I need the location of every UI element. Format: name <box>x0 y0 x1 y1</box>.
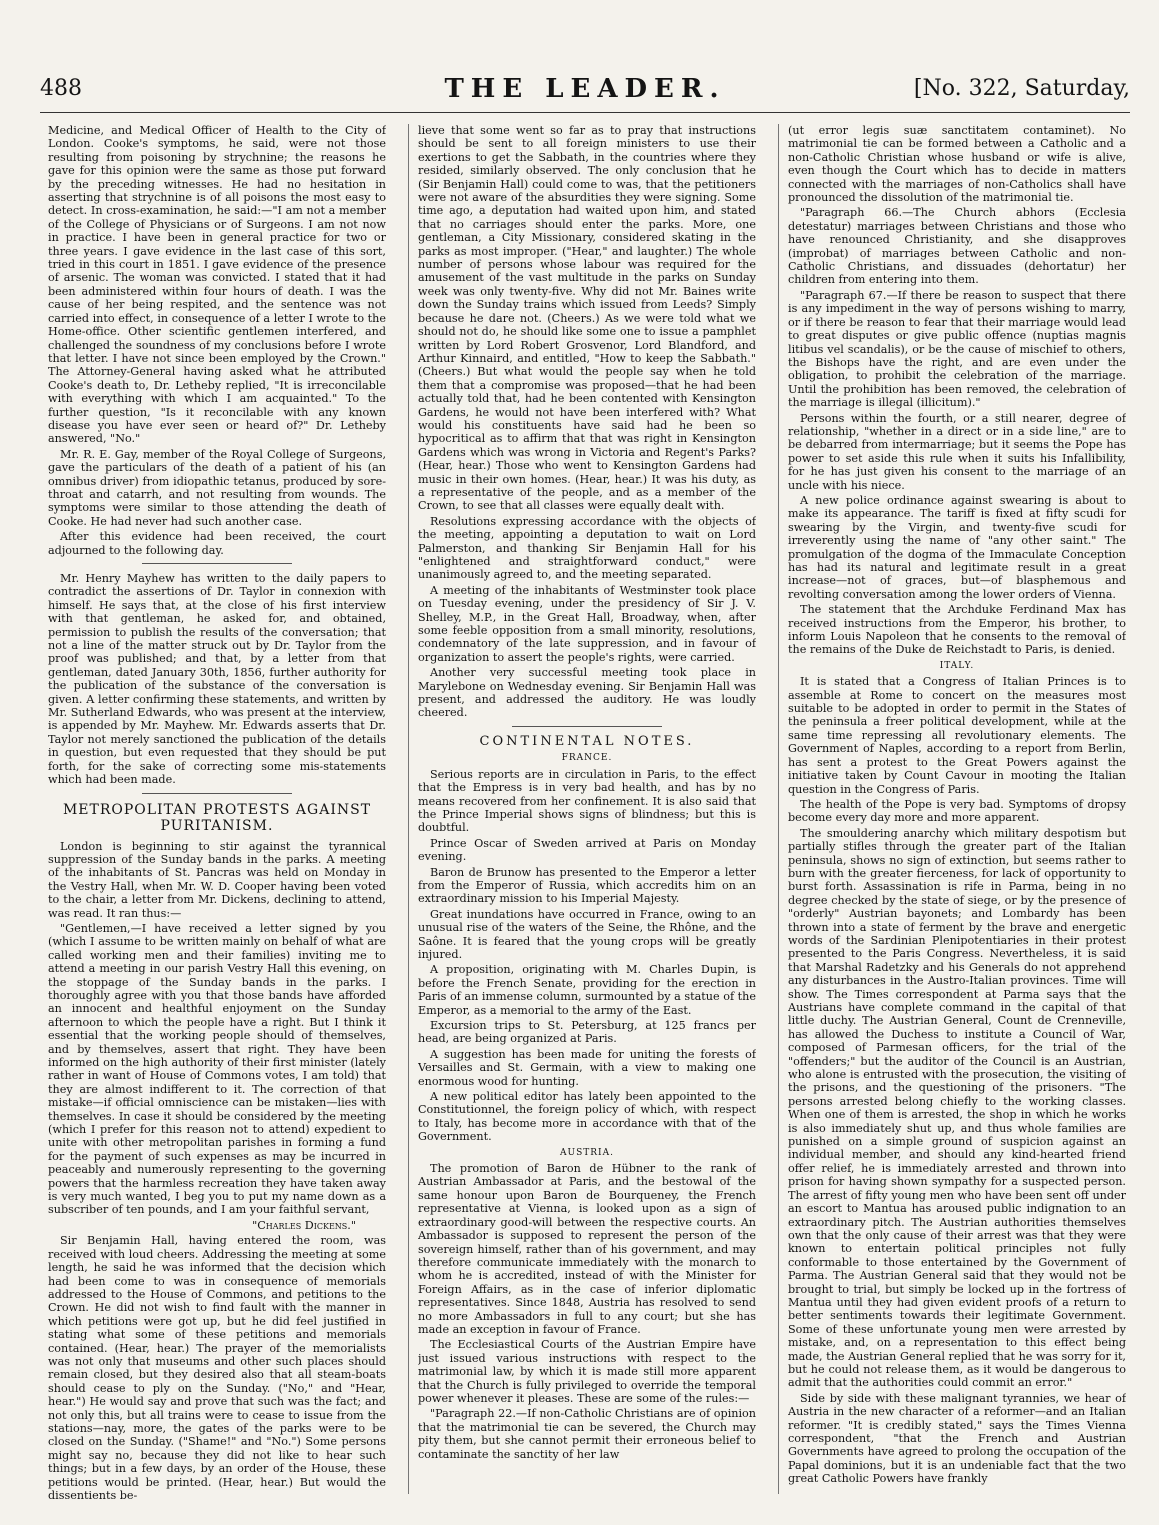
paragraph: The statement that the Archduke Ferdinand Max has received instructions from the Emperor, his brother, to inform Louis Napoleon that he consents to the removal of the remains of the Duke de Reichstadt to Paris, is denied. <box>788 603 1126 657</box>
dickens-signature: "Charles Dickens." <box>252 1218 356 1232</box>
paragraph: Mr. Henry Mayhew has written to the daily papers to contradict the assertions of Dr. Taylor in connexion with himself. He says that, at the close of his first interview with that gentleman, he asked for, and obtained, permission to publish the results of the conversation; that not a line of the matter struck out by Dr. Taylor from the proof was published; and that, by a letter from that gentleman, dated January 30th, 1856, further authority for the publication of the substance of the conversation is given. A letter confirming these statements, and written by Mr. Sutherland Edwards, who was present at the interview, is appended by Mr. Mayhew. Mr. Edwards asserts that Dr. Taylor not merely sanctioned the publication of the details in question, but even requested that they should be put forth, for the sake of correcting some mis-statements which had been made. <box>48 572 386 787</box>
paragraph: "Gentlemen,—I have received a letter signed by you (which I assume to be written mainly on behalf of what are called working men and their families) inviting me to attend a meeting in our parish Vestry Hall this evening, on the stoppage of the Sunday bands in the parks. I thoroughly agree with you that those bands have afforded an innocent and healthful enjoyment on the Sunday afternoon to which the people have a right. But I think it essential that the working people should of themselves, and by themselves, assert that right. They have been informed on the high authority of their first minister (lately rather in want of House of Commons votes, I am told) that they are almost indifferent to it. The correction of that mistake—if official omniscience can be mistaken—lies with themselves. In case it should be considered by the meeting (which I prefer for this reason not to attend) expedient to unite with other metropolitan parishes in forming a fund for the payment of such expenses as may be incurred in peaceably and numerously representing to the governing powers that the harmless recreation they have taken away is very much wanted, I beg you to put my name down as a subscriber of ten pounds, and I am your faithful servant, <box>48 921 386 1217</box>
paragraph: "Paragraph 22.—If non-Catholic Christians are of opinion that the matrimonial tie can be severed, the Church may pity them, but she cannot permit their erroneous belief to contaminate the sanctity of her law <box>418 1407 756 1461</box>
header-rule <box>40 112 1130 113</box>
paragraph: A suggestion has been made for uniting the forests of Versailles and St. Germain, with a view to making one enormous wood for hunting. <box>418 1047 756 1088</box>
paragraph: London is beginning to stir against the tyrannical suppression of the Sunday bands in the parks. A meeting of the inhabitants of St. Pancras was held on Monday in the Vestry Hall, when Mr. W. D. Cooper having been voted to the chair, a letter from Mr. Dickens, declining to attend, was read. It ran thus:— <box>48 839 386 920</box>
paragraph: It is stated that a Congress of Italian Princes is to assemble at Rome to concert on the measures most suitable to be adopted in order to permit in the States of the peninsula a freer political development, while at the same time repressing all revolutionary elements. The Government of Naples, according to a report from Berlin, has sent a protest to the Great Powers against the initiative taken by Count Cavour in mooting the Italian question in the Congress of Paris. <box>788 675 1126 796</box>
paragraph: Medicine, and Medical Officer of Health to the City of London. Cooke's symptoms, he said, were not those resulting from poisoning by strychnine; the reasons he gave for this opinion were the same as those put forward by the preceding witnesses. He had no hesitation in asserting that strychnine is of all poisons the most easy to detect. In cross-examination, he said:—"I am not a member of the College of Physicians or of Surgeons. I am not now in practice. I have been in general practice for two or three years. I gave evidence in the last case of this sort, tried in this court in 1851. I gave evidence of the presence of arsenic. The woman was convicted. I stated that it had been administered within four hours of death. I was the cause of her being respited, and the sentence was not carried into effect, in consequence of a letter I wrote to the Home-office. Other scientific gentlemen interfered, and challenged the soundness of my conclusions before I wrote that letter. I have not since been employed by the Crown." The Attorney-General having asked what he attributed Cooke's death to, Dr. Letheby replied, "It is irreconcilable with everything with which I am acquainted." To the further question, "Is it reconcilable with any known disease you have ever seen or heard of?" Dr. Letheby answered, "No." <box>48 124 386 446</box>
masthead <box>40 70 1130 104</box>
column-1 <box>48 124 386 1504</box>
paragraph: "Paragraph 66.—The Church abhors (Ecclesia detestatur) marriages between Christians and those who have renounced Christianity, and she disapproves (improbat) of marriages between Catholic and non-Catholic Christians, and dissuades (dehortatur) her children from entering into them. <box>788 206 1126 287</box>
paragraph: After this evidence had been received, the court adjourned to the following day. <box>48 530 386 557</box>
paragraph: Prince Oscar of Sweden arrived at Paris on Monday evening. <box>418 836 756 864</box>
paragraph: The promotion of Baron de Hübner to the rank of Austrian Ambassador at Paris, and the bestowal of the same honour upon Baron de Bourqueney, the French representative at Vienna, is looked upon as a sign of extraordinary good-will between the respective courts. An Ambassador is supposed to represent the person of the sovereign himself, rather than of his government, and may therefore communicate immediately with the monarch to whom he is accredited, instead of with the Minister for Foreign Affairs, as in the case of inferior diplomatic representatives. Since 1848, Austria has resolved to send no more Ambassadors in full to any court; but she has made an exception in favour of France. <box>418 1162 756 1336</box>
paragraph: Side by side with these malignant tyrannies, we hear of Austria in the new character of a reformer—and an Italian reformer. "It is credibly stated," says the Times Vienna correspondent, "that the French and Austrian Governments have agreed to prolong the occupation of the Papal dominions, but it is an undeniable fact that the two great Catholic Powers have frankly <box>788 1391 1126 1486</box>
subheading-france: FRANCE. <box>561 753 613 764</box>
column-divider-2 <box>778 124 779 1494</box>
paragraph: Serious reports are in circulation in Paris, to the effect that the Empress is in very bad health, and has by no means recovered from her confinement. It is also said that the Prince Imperial shows signs of blindness; but this is doubtful. <box>418 767 756 835</box>
issue-info: [No. 322, Saturday, <box>913 76 1130 101</box>
paragraph: Resolutions expressing accordance with the objects of the meeting, appointing a deputation to wait on Lord Palmerston, and thanking Sir Benjamin Hall for his "enlightened and straightforward conduct," were unanimously agreed to, and the meeting separated. <box>418 514 756 582</box>
paragraph: A meeting of the inhabitants of Westminster took place on Tuesday evening, under the presidency of Sir J. V. Shelley, M.P., in the Great Hall, Broadway, when, after some feeble opposition from a small minority, resolutions, condemnatory of the late suppression, and in favour of organization to assert the people's rights, were carried. <box>418 583 756 664</box>
paragraph: Mr. R. E. Gay, member of the Royal College of Surgeons, gave the particulars of the death of a patient of his (an omnibus driver) from idiopathic tetanus, produced by sore-throat and catarrh, and not resulting from wounds. The symptoms were similar to those attending the death of Cooke. He had never had such another case. <box>48 447 386 528</box>
paragraph: The smouldering anarchy which military despotism but partially stifles through the greater part of the Italian peninsula, shows no sign of extinction, but seems rather to burn with the greater fierceness, for lack of opportunity to burst forth. Assassination is rife in Parma, being in no degree checked by the state of siege, or by the presence of "orderly" Austrian bayonets; and Lombardy has been thrown into a state of ferment by the brave and energetic words of the Sardinian Plenipotentiaries in their protest presented to the Paris Congress. Nevertheless, it is said that Marshal Radetzky and his Generals do not apprehend any disturbances in the Austro-Italian provinces. Time will show. The Times correspondent at Parma says that the Austrians have complete command in the capital of that little duchy. The Austrian General, Count de Crenneville, has allowed the Duchess to institute a Council of War, composed of Parmesan officers, for the trial of the "offenders;" but the auditor of the Council is an Austrian, who alone is entrusted with the prosecution, the visiting of the prisons, and the questioning of the prisoners. "The persons arrested belong chiefly to the working classes. When one of them is arrested, the shop in which he works is also immediately shut up, and thus whole families are punished on a simple ground of suspicion against an individual member, and should any kind-hearted friend offer relief, he is immediately arrested and thrown into prison for having shown sympathy for a suspected person. The arrest of fifty young men who have been sent off under an escort to Mantua has aroused public indignation to an extraordinary pitch. The Austrian authorities themselves own that the only cause of their arrest was that they were known to entertain political principles not fully conformable to those entertained by the Government of Parma. The Austrian General said that they would not be brought to trial, but simply be locked up in the fortress of Mantua until they had given evident proofs of a return to better sentiments towards their legitimate Government. Some of these unfortunate young men were arrested by mistake, and, on a representation to this effect being made, the Austrian General replied that he was sorry for it, but he could not release them, as it would be dangerous to admit that the authorities could commit an error." <box>788 826 1126 1390</box>
subheading-italy: ITALY. <box>939 660 975 671</box>
subheading-austria: AUSTRIA. <box>560 1147 614 1158</box>
paragraph: A new political editor has lately been appointed to the Constitutionnel, the foreign policy of which, with respect to Italy, has become more in accordance with that of the Government. <box>418 1090 756 1144</box>
paragraph: Great inundations have occurred in France, owing to an unusual rise of the waters of the Seine, the Rhône, and the Saône. It is feared that the young crops will be greatly injured. <box>418 907 756 961</box>
paragraph: (ut error legis suæ sanctitatem contaminet). No matrimonial tie can be formed between a Catholic and a non-Catholic Christian whose husband or wife is alive, even though the Court which has to decide in matters connected with the marriages of non-Catholics shall have pronounced the dissolution of the matrimonial tie. <box>788 124 1126 205</box>
separator-rule <box>142 563 292 564</box>
paragraph: The health of the Pope is very bad. Symptoms of dropsy become every day more and more apparent. <box>788 797 1126 825</box>
paragraph: The Ecclesiastical Courts of the Austrian Empire have just issued various instructions with respect to the matrimonial law, by which it is made still more apparent that the Church is fully privileged to override the temporal power whenever it pleases. These are some of the rules:— <box>418 1338 756 1405</box>
paragraph: "Paragraph 67.—If there be reason to suspect that there is any impediment in the way of persons wishing to marry, or if there be reason to fear that their marriage would lead to great disputes or give public offence (nuptias magnis litibus vel scandalis), or be the cause of mischief to others, the Bishops have the right, and are even under the obligation, to prohibit the celebration of the marriage. Until the prohibition has been removed, the celebration of the marriage is illegal (illicitum)." <box>788 288 1126 410</box>
separator-rule <box>512 726 662 727</box>
separator-rule <box>142 793 292 794</box>
paragraph: Baron de Brunow has presented to the Emperor a letter from the Emperor of Russia, which accredits him on an extraordinary mission to his Imperial Majesty. <box>418 865 756 906</box>
column-2 <box>418 124 756 1504</box>
paragraph: Another very successful meeting took place in Marylebone on Wednesday evening. Sir Benjamin Hall was present, and addressed the auditory. He was loudly cheered. <box>418 666 756 720</box>
newspaper-title: THE LEADER. <box>444 74 726 104</box>
paragraph: lieve that some went so far as to pray that instructions should be sent to all foreign ministers to use their exertions to get the Sabbath, in the countries where they resided, similarly observed. The only conclusion that he (Sir Benjamin Hall) could come to was, that the petitioners were not aware of the absurdities they were signing. Some time ago, a deputation had waited upon him, and stated that no carriages should enter the parks. More, one gentleman, a City Missionary, considered skating in the parks as most improper. ("Hear," and laughter.) The whole number of persons whose labour was required for the amusement of the vast multitude in the parks on Sunday week was only twenty-five. Why did not Mr. Baines write down the Sunday trains which issued from Leeds? Simply because he dare not. (Cheers.) As we were told what we should not do, he should like some one to issue a pamphlet written by Lord Robert Grosvenor, Lord Blandford, and Arthur Kinnaird, and entitled, "How to keep the Sabbath." (Cheers.) But what would the people say when he told them that a compromise was proposed—that he had been actually told that, had he been contented with Kensington Gardens, he would not have been interfered with? What would his constituents have said had he been so hypocritical as to affirm that that was right in Kensington Gardens which was wrong in Victoria and Regent's Parks? (Hear, hear.) Those who went to Kensington Gardens had music in their own homes. (Hear, hear.) It was his duty, as a representative of the people, and as a member of the Crown, to see that all classes were equally dealt with. <box>418 124 756 513</box>
section-heading-metropolitan: METROPOLITAN PROTESTS AGAINST PURITANISM. <box>62 801 372 834</box>
paragraph: Persons within the fourth, or a still nearer, degree of relationship, "whether in a direct or in a side line," are to be debarred from intermarriage; but it seems the Pope has power to set aside this rule when it suits his Infallibility, for he has just given his consent to the marriage of an uncle with his niece. <box>788 411 1126 492</box>
column-divider-1 <box>408 124 409 1494</box>
paragraph: Sir Benjamin Hall, having entered the room, was received with loud cheers. Addressing the meeting at some length, he said he was informed that the decision which had been come to was in consequence of memorials addressed to the House of Commons, and petitions to the Crown. He did not wish to find fault with the manner in which petitions were got up, but he did feel justified in stating what some of these petitions and memorials contained. (Hear, hear.) The prayer of the memorialists was not only that museums and other such places should remain closed, but they desired also that all steam-boats should cease to ply on the Sunday. ("No," and "Hear, hear.") He would say and prove that such was the fact; and not only this, but all trains were to cease to issue from the stations—nay, more, the gates of the parks were to be closed on the Sunday. ("Shame!" and "No.") Some persons might say no, because they did not like to hear such things; but in a few days, by an order of the House, these petitions would be printed. (Hear, hear.) But would the dissentients be- <box>48 1234 386 1502</box>
paragraph: Excursion trips to St. Petersburg, at 125 francs per head, are being organized at Paris. <box>418 1019 756 1046</box>
paragraph: A proposition, originating with M. Charles Dupin, is before the French Senate, providing for the erection in Paris of an immense column, surmounted by a statue of the Emperor, as a memorial to the army of the East. <box>418 963 756 1017</box>
paragraph: A new police ordinance against swearing is about to make its appearance. The tariff is fixed at fifty scudi for swearing by the Virgin, and twenty-five scudi for irreverently using the name of "any other saint." The promulgation of the dogma of the Immaculate Conception has had its natural and legitimate result in a great increase—not of graces, but—of blasphemous and revolting conversation among the lower orders of Vienna. <box>788 493 1126 601</box>
section-heading-continental: CONTINENTAL NOTES. <box>479 733 695 749</box>
page-number: 488 <box>40 76 82 101</box>
column-3 <box>788 124 1126 1504</box>
